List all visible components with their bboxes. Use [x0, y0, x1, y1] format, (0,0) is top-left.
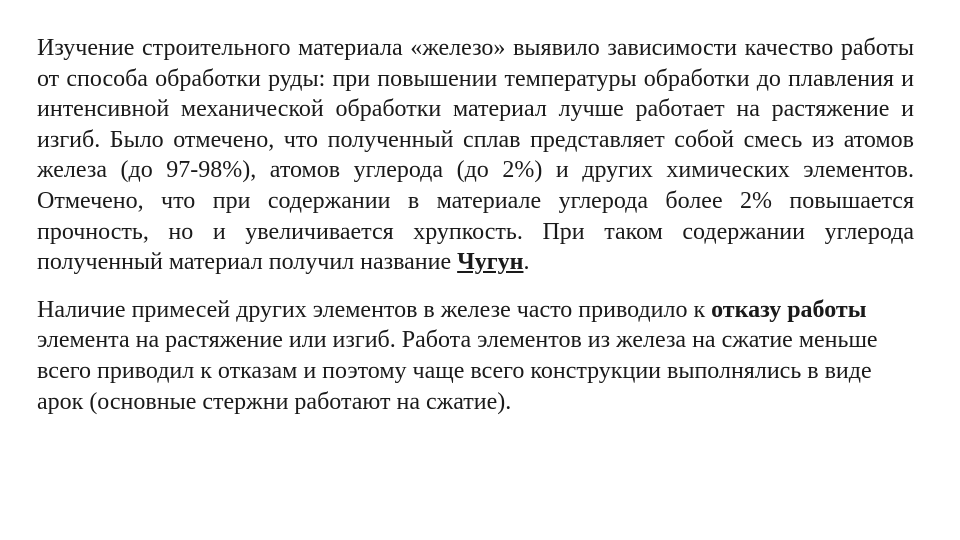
paragraph-iron-study-text: Изучение строительного материала «железо» выявило зависимости качество работы от способа обработки руды: при повышении температуры обработки до плавления и интенсивной механической обработки материал лучше работает на растяжение и изгиб. Было отмечено, что полученный сплав представляет собой смесь из атомов железа (до 97-98%), атомов углерода (до 2%) и других химических элементов. Отмечено, что при содержании в материале углерода более 2% повышается прочность, но и увеличивается хрупкость. При таком содержании углерода полученный материал получил название: [37, 35, 914, 276]
term-cast-iron: Чугун: [457, 249, 524, 276]
slide-body: [37, 33, 914, 417]
paragraph-impurities: [37, 295, 909, 417]
paragraph-impurities-text-before: Наличие примесей других элементов в железе часто приводило к: [37, 296, 712, 323]
paragraph-iron-study: [37, 33, 914, 278]
paragraph-impurities-text-after: элемента на растяжение или изгиб. Работа элементов из железа на сжатие меньше всего приводил к отказам и поэтому чаще всего конструкции выполнялись в виде арок (основные стержни работают на сжатие).: [37, 327, 878, 415]
term-failure: отказу работы: [711, 296, 867, 323]
paragraph-iron-study-end: .: [523, 249, 530, 276]
